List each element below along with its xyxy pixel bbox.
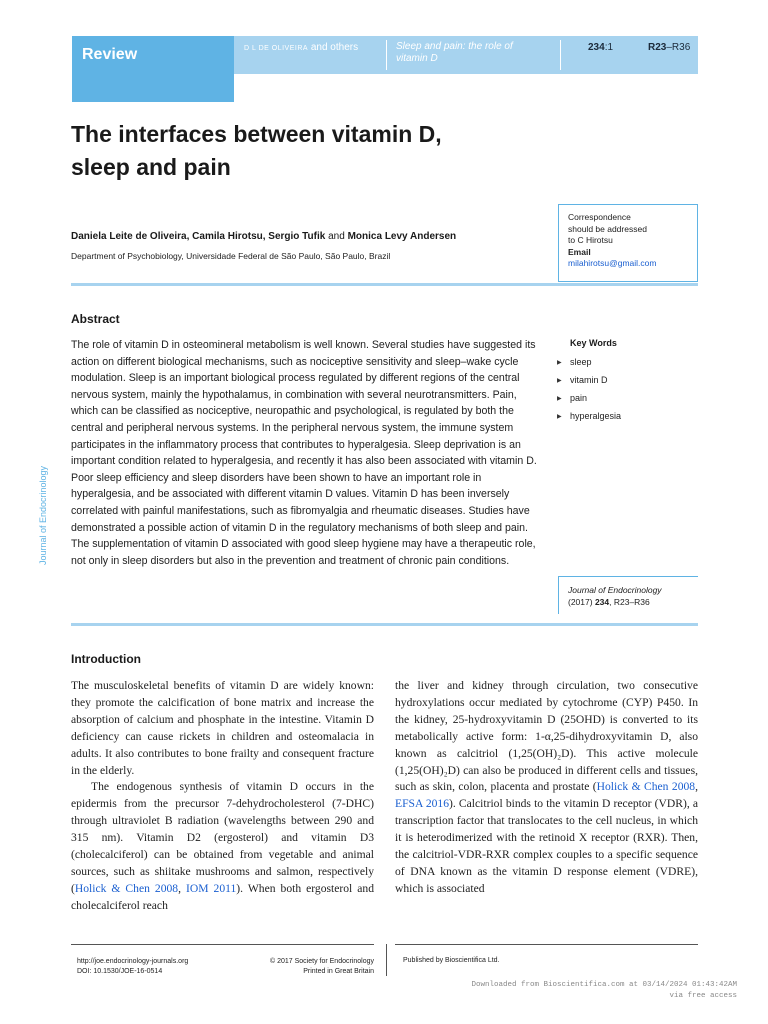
running-author-lead: D L DE OLIVEIRA: [244, 45, 309, 52]
reference-link[interactable]: EFSA 2016: [395, 797, 450, 811]
paragraph-text: ,: [178, 881, 186, 895]
issue-number: :1: [604, 42, 614, 53]
triangle-bullet-icon: ▶: [557, 396, 562, 402]
side-journal-label: Journal of Endocrinology: [38, 465, 48, 565]
section-label: Review: [82, 46, 138, 63]
triangle-bullet-icon: ▶: [557, 360, 562, 366]
authors-and: and: [325, 231, 348, 242]
title-line-1: The interfaces between vitamin D,: [71, 121, 442, 147]
keyword-item: [557, 408, 621, 426]
paragraph-text: ). Calcitriol binds to the vitamin D receptor (VDR), a transcription factor that translocates to the cell nucleus, in which it is heterodimerized with the retinoid X receptor (RXR). Then, the calcitriol-VDR-RXR complex couples to a specific sequence of DNA known as the vitamin D response element (VDRE), which is associated: [395, 797, 699, 895]
title-line-2: sleep and pain: [71, 154, 231, 180]
download-watermark: [471, 980, 737, 1002]
keyword-label: vitamin D: [570, 375, 608, 385]
citation-year: (2017): [568, 597, 595, 607]
running-authors: [244, 42, 358, 53]
paragraph-text: ). When both ergosterol and cholecalciferol reach: [71, 881, 375, 912]
triangle-bullet-icon: ▶: [557, 414, 562, 420]
page-range: [648, 42, 690, 53]
publisher: Published by Bioscientifica Ltd.: [403, 957, 500, 964]
authors-main: Daniela Leite de Oliveira, Camila Hirotsu, Sergio Tufik: [71, 231, 326, 242]
footer-copyright: [240, 957, 374, 977]
correspondence-box: [558, 204, 698, 282]
divider: [71, 283, 698, 286]
email-label: Email: [568, 246, 591, 257]
author-list: [71, 231, 456, 242]
footer-rule: [71, 944, 374, 945]
volume-number: 234: [588, 42, 605, 53]
keyword-label: hyperalgesia: [570, 411, 622, 421]
page-start: R23: [648, 42, 667, 53]
correspondence-line: to C Hirotsu: [568, 235, 613, 245]
running-author-rest: and others: [308, 42, 359, 53]
body-column-right: [395, 678, 698, 898]
page-end: –R36: [666, 42, 691, 53]
doi: DOI: 10.1530/JOE-16-0514: [77, 968, 163, 975]
keyword-item: [557, 354, 621, 372]
email-link[interactable]: milahirotsu@gmail.com: [568, 258, 657, 268]
reference-link[interactable]: IOM 2011: [186, 881, 237, 895]
download-note: Downloaded from Bioscientifica.com at 03/14/2024 01:43:42AM: [471, 981, 737, 989]
paragraph-text: the liver and kidney through circulation, two consecutive hydroxylations occur mediated by cytochrome (CYP) P450. In the kidney, 25-hydroxyvitamin D (25OHD) is converted to its metabolically active form: 1-α,25-dihydroxyvitamin D, also known as calcitriol (1,25(OH)₂D). This active molecule (1,25(OH)₂D) can also be produced in different cells and tissues, such as skin, colon, placenta and prostate (: [395, 679, 698, 794]
footer-separator: [386, 944, 387, 976]
section-tab: [72, 36, 234, 102]
footer-journal-info: [77, 957, 188, 977]
triangle-bullet-icon: ▶: [557, 378, 562, 384]
citation-journal: Journal of Endocrinology: [568, 585, 662, 595]
volume-issue: [588, 42, 613, 53]
running-title: Sleep and pain: the role of vitamin D: [396, 41, 513, 64]
introduction-heading: Introduction: [71, 652, 141, 666]
citation-box: [558, 576, 698, 614]
affiliation: Department of Psychobiology, Universidade Federal de São Paulo, São Paulo, Brazil: [71, 251, 391, 261]
access-note: via free access: [669, 992, 737, 1000]
keyword-label: sleep: [570, 357, 592, 367]
correspondence-line: should be addressed: [568, 223, 647, 234]
keyword-item: [557, 390, 621, 408]
paragraph-text: ,: [695, 780, 698, 794]
article-title: [71, 118, 541, 184]
copyright: © 2017 Society for Endocrinology: [270, 958, 374, 965]
header-separator: [560, 40, 561, 70]
paragraph: [395, 678, 698, 898]
citation-pages: , R23–R36: [609, 597, 650, 607]
paragraph-text: The endogenous synthesis of vitamin D occurs in the epidermis from the precursor 7-dehydrocholesterol (7-DHC) through ultraviolet B radiation (wavelengths between 290 and 315 nm). Vitamin D2 (ergosterol) and vitamin D3 (cholecalciferol) can be obtained from vegetable and animal sources, such as shiitake mushrooms and salmon, respectively (: [71, 780, 374, 895]
printed-in: Printed in Great Britain: [303, 968, 374, 975]
keywords-list: [557, 354, 621, 426]
citation-volume: 234: [594, 597, 610, 607]
abstract-heading: Abstract: [71, 312, 120, 326]
journal-url[interactable]: http://joe.endocrinology-journals.org: [77, 958, 189, 965]
reference-link[interactable]: Holick & Chen 2008: [74, 881, 179, 895]
footer-rule: [395, 944, 698, 945]
keyword-item: [557, 372, 621, 390]
divider: [71, 623, 698, 626]
paragraph: The musculoskeletal benefits of vitamin D are widely known: they promote the calcification of bone matrix and increase the absorption of calcium and phosphate in the intestine. Vitamin D deficiency can cause rickets in children and osteomalacia in adults. It also contributes to bone frailty and consequent fracture in the elderly.: [71, 679, 374, 777]
authors-last: Monica Levy Andersen: [347, 231, 457, 242]
abstract-text: The role of vitamin D in osteomineral metabolism is well known. Several studies have suggested its action on different biological mechanisms, such as nociceptive sensitivity and sleep–wake cycle modulation. Sleep is an important biological process regulated by different regions of the central nervous system, mainly the hypothalamus, in combination with several neurotransmitters. Pain, which can be classified as nociceptive, neuropathic and psychological, is regulated by both the central and peripheral nervous systems. In the peripheral nervous system, the immune system participates in the inflammatory process that contributes to hyperalgesia. Sleep deprivation is an important condition related to hyperalgesia, and recently it has also been associated with vitamin D. Poor sleep efficiency and sleep disorders have been shown to have an important role in hyperalgesia, and be associated with different vitamin D values. Vitamin D has been inversely correlated with painful manifestations, such as fibromyalgia and rheumatic diseases. Studies have demonstrated a possible action of vitamin D in the regulatory mechanisms of both sleep and pain. The supplementation of vitamin D associated with good sleep hygiene may have a therapeutic role, not only in sleep disorders but also in the prevention and treatment of chronic pain conditions.: [71, 339, 537, 567]
keyword-label: pain: [570, 393, 588, 403]
correspondence-line: Correspondence: [568, 212, 631, 222]
header-separator: [386, 40, 387, 70]
paragraph: [71, 779, 374, 914]
body-column-left: [71, 678, 374, 915]
keywords-heading: Key Words: [570, 338, 617, 348]
reference-link[interactable]: Holick & Chen 2008: [596, 780, 696, 794]
